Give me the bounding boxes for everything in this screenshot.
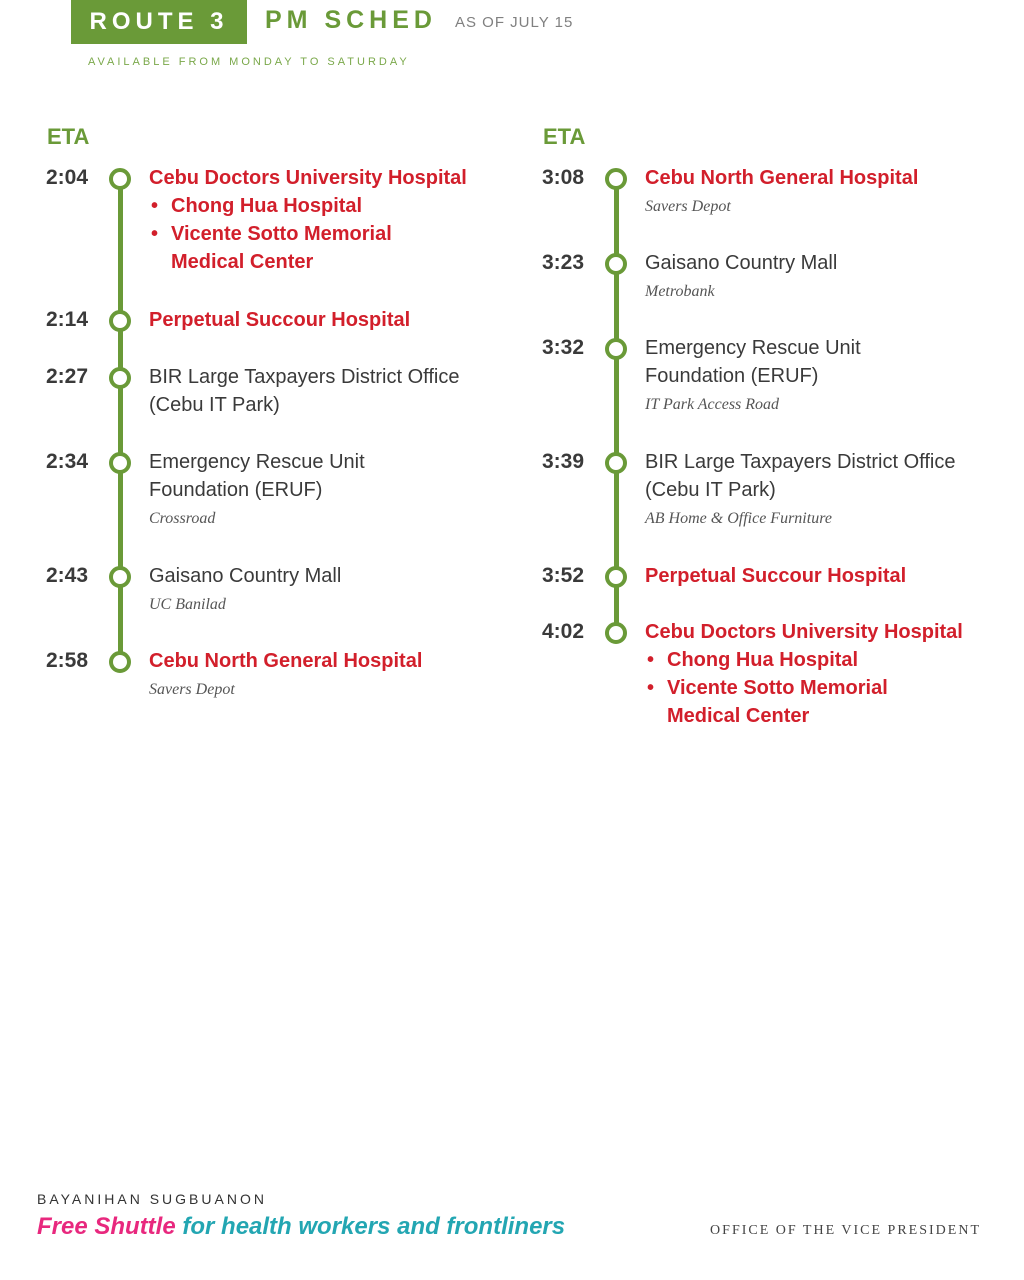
nearby-hospital-cont: Medical Center (171, 251, 314, 273)
stop-name: Cebu North General Hospital (645, 167, 919, 189)
stop-time: 2:58 (45, 649, 88, 672)
stop-marker-icon (109, 367, 131, 389)
stop-marker-icon (109, 310, 131, 332)
stop-name: Cebu Doctors University Hospital (645, 621, 963, 643)
stop-name: BIR Large Taxpayers District Office (149, 366, 460, 388)
header (0, 0, 1024, 80)
eta-header: ETA (47, 124, 90, 149)
stop-name: Emergency Rescue Unit (149, 451, 365, 473)
stop-marker-icon (109, 452, 131, 474)
stop-time: 2:14 (45, 308, 88, 331)
stop-time: 3:23 (541, 251, 584, 274)
stop-time: 3:08 (541, 166, 584, 189)
schedule-column-left (0, 120, 470, 760)
bullet-icon: • (647, 649, 655, 671)
nearby-hospital: • Vicente Sotto Memorial (149, 220, 479, 248)
stop-marker-icon (605, 452, 627, 474)
tagline (37, 1213, 565, 1241)
stop-marker-icon (605, 253, 627, 275)
stop-time: 2:27 (45, 365, 88, 388)
stop-marker-icon (605, 168, 627, 190)
nearby-hospital: • Chong Hua Hospital (149, 192, 479, 220)
bullet-icon: • (151, 223, 159, 245)
nearby-hospital-cont: Medical Center (667, 705, 810, 727)
stop-time: 2:34 (45, 450, 88, 473)
office-credit: OFFICE OF THE VICE PRESIDENT (710, 1223, 981, 1238)
stop-name-cont: Foundation (ERUF) (149, 479, 323, 501)
eta-header: ETA (543, 124, 586, 149)
stop-name-cont: (Cebu IT Park) (149, 394, 280, 416)
stop-landmark: Savers Depot (645, 198, 731, 215)
stop-marker-icon (109, 168, 131, 190)
stop-name: Gaisano Country Mall (645, 252, 838, 274)
stop-landmark: IT Park Access Road (645, 396, 780, 413)
stop-marker-icon (605, 622, 627, 644)
as-of-date: AS OF JULY 15 (455, 14, 574, 31)
stop-marker-icon (605, 566, 627, 588)
stop-name-cont: (Cebu IT Park) (645, 479, 776, 501)
stop-landmark: AB Home & Office Furniture (645, 510, 832, 527)
nearby-hospital: • Vicente Sotto Memorial (645, 674, 975, 702)
tagline-rest: for health workers and frontliners (175, 1213, 566, 1240)
stop-name: BIR Large Taxpayers District Office (645, 451, 956, 473)
stop-name: Gaisano Country Mall (149, 565, 342, 587)
stop-name: Emergency Rescue Unit (645, 337, 861, 359)
nearby-hospitals-list (645, 646, 975, 730)
stop-landmark: UC Banilad (149, 596, 226, 613)
nearby-hospital: • Chong Hua Hospital (645, 646, 975, 674)
stop-landmark: Crossroad (149, 510, 216, 527)
tagline-highlight: Free Shuttle (37, 1213, 176, 1240)
route-line (118, 180, 123, 662)
stop-marker-icon (109, 566, 131, 588)
organization-name: BAYANIHAN SUGBUANON (37, 1191, 267, 1207)
nearby-hospitals-list (149, 192, 479, 276)
stop-name: Cebu Doctors University Hospital (149, 167, 467, 189)
stop-name: Perpetual Succour Hospital (645, 565, 907, 587)
stop-name: Perpetual Succour Hospital (149, 309, 411, 331)
stop-time: 2:43 (45, 564, 88, 587)
stop-time: 4:02 (541, 620, 584, 643)
stop-time: 2:04 (45, 166, 88, 189)
stop-marker-icon (605, 338, 627, 360)
route-badge: ROUTE 3 (71, 0, 247, 44)
stop-landmark: Savers Depot (149, 681, 235, 698)
stop-marker-icon (109, 651, 131, 673)
stop-time: 3:32 (541, 336, 584, 359)
availability-note: AVAILABLE FROM MONDAY TO SATURDAY (88, 56, 410, 68)
schedule-column-right (496, 120, 966, 760)
stop-name: Cebu North General Hospital (149, 650, 423, 672)
schedule-title: PM SCHED (265, 6, 437, 34)
bullet-icon: • (151, 195, 159, 217)
route-line (614, 180, 619, 632)
bullet-icon: • (647, 677, 655, 699)
stop-landmark: Metrobank (645, 283, 715, 300)
stop-name-cont: Foundation (ERUF) (645, 365, 819, 387)
stop-time: 3:52 (541, 564, 584, 587)
stop-time: 3:39 (541, 450, 584, 473)
